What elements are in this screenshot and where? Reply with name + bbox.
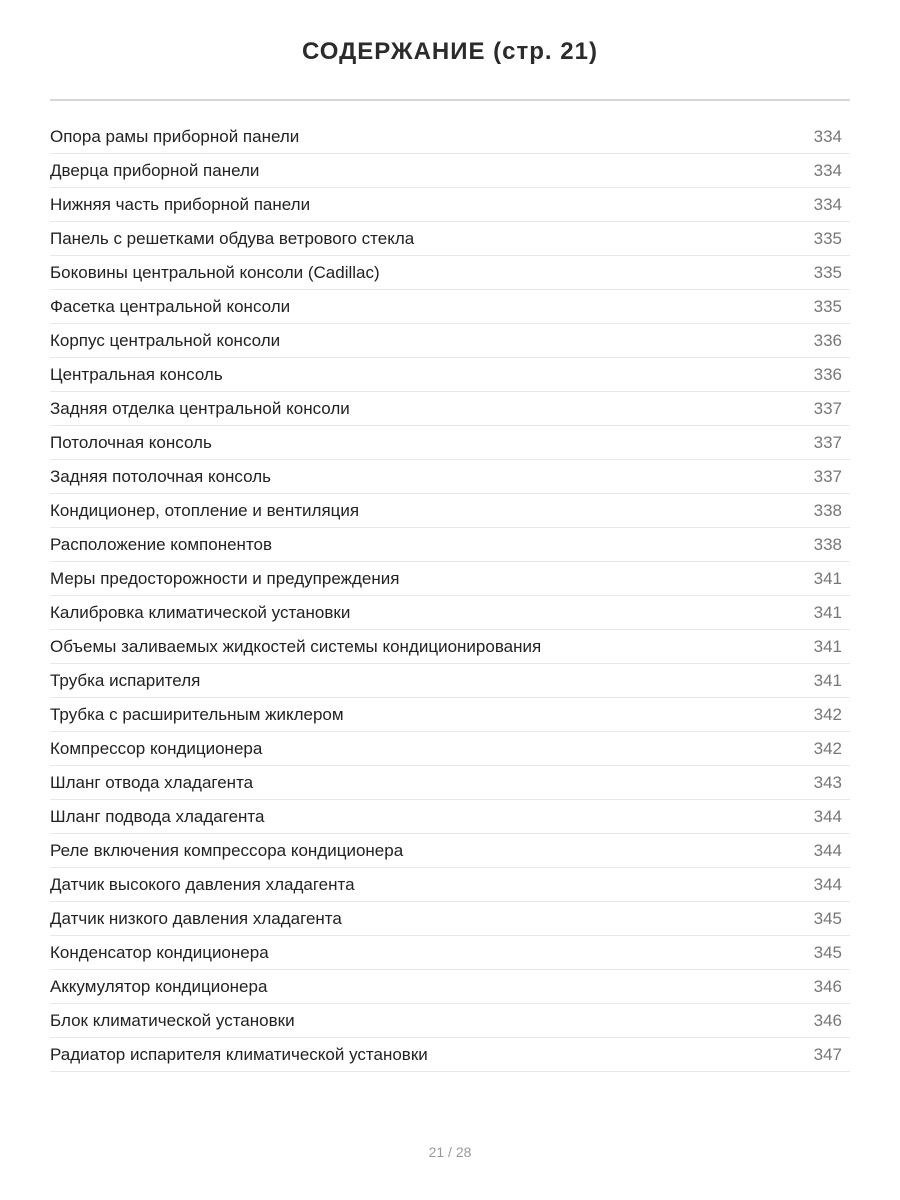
toc-entry-title: Корпус центральной консоли: [50, 330, 281, 350]
title-divider: [50, 99, 850, 101]
toc-entry-title: Реле включения компрессора кондиционера: [50, 840, 404, 860]
toc-entry[interactable]: [50, 256, 850, 290]
toc-entry-page: 335: [813, 262, 842, 282]
toc-entry[interactable]: [50, 970, 850, 1004]
toc-entry-page: 346: [813, 976, 842, 996]
toc-entry-title: Центральная консоль: [50, 364, 223, 384]
toc-entry-page: 338: [813, 534, 842, 554]
toc-entry-title: Шланг подвода хладагента: [50, 806, 265, 826]
toc-entry-title: Нижняя часть приборной панели: [50, 194, 311, 214]
toc-entry-page: 346: [813, 1010, 842, 1030]
toc-entry-page: 345: [813, 942, 842, 962]
toc-entry-title: Задняя отделка центральной консоли: [50, 398, 350, 418]
toc-entry-page: 336: [813, 364, 842, 384]
toc-entry-page: 337: [813, 466, 842, 486]
toc-entry-page: 344: [813, 874, 842, 894]
toc-entry[interactable]: [50, 528, 850, 562]
toc-entry-title: Датчик высокого давления хладагента: [50, 874, 355, 894]
toc-entry[interactable]: [50, 834, 850, 868]
page-number: 21 / 28: [428, 1144, 472, 1160]
toc-entry[interactable]: [50, 154, 850, 188]
toc-entry-title: Расположение компонентов: [50, 534, 273, 554]
toc-entry-page: 336: [813, 330, 842, 350]
toc-entry-title: Потолочная консоль: [50, 432, 212, 452]
toc-entry[interactable]: [50, 630, 850, 664]
toc-entry-page: 341: [813, 568, 842, 588]
toc-entry[interactable]: [50, 324, 850, 358]
toc-entry[interactable]: [50, 188, 850, 222]
toc-entry-title: Конденсатор кондиционера: [50, 942, 269, 962]
toc-entry-title: Панель с решетками обдува ветрового стекла: [50, 228, 415, 248]
toc-entry-title: Калибровка климатической установки: [50, 602, 351, 622]
toc-entry[interactable]: [50, 426, 850, 460]
toc-entry[interactable]: [50, 120, 850, 154]
toc-entry[interactable]: [50, 290, 850, 324]
toc-entry-page: 334: [813, 160, 842, 180]
toc-entry[interactable]: [50, 494, 850, 528]
toc-entry[interactable]: [50, 222, 850, 256]
toc-entry-title: Радиатор испарителя климатической установки: [50, 1044, 428, 1064]
toc-entry-page: 334: [813, 194, 842, 214]
toc-entry-page: 337: [813, 432, 842, 452]
toc-entry[interactable]: [50, 800, 850, 834]
toc-entry[interactable]: [50, 868, 850, 902]
toc-entry-title: Трубка с расширительным жиклером: [50, 704, 344, 724]
toc-entry[interactable]: [50, 664, 850, 698]
toc-entry-title: Блок климатической установки: [50, 1010, 295, 1030]
toc-entry[interactable]: [50, 1038, 850, 1072]
toc-entry-title: Задняя потолочная консоль: [50, 466, 271, 486]
toc-entry-title: Аккумулятор кондиционера: [50, 976, 268, 996]
toc-entry-title: Опора рамы приборной панели: [50, 126, 300, 146]
toc-entry-title: Компрессор кондиционера: [50, 738, 263, 758]
toc-entry-title: Трубка испарителя: [50, 670, 201, 690]
toc-list: [50, 120, 850, 1072]
toc-entry-title: Объемы заливаемых жидкостей системы кондиционирования: [50, 636, 542, 656]
toc-entry[interactable]: [50, 358, 850, 392]
toc-entry-page: 345: [813, 908, 842, 928]
toc-entry[interactable]: [50, 766, 850, 800]
toc-entry-page: 341: [813, 602, 842, 622]
toc-entry[interactable]: [50, 698, 850, 732]
toc-entry-page: 338: [813, 500, 842, 520]
toc-entry[interactable]: [50, 392, 850, 426]
toc-entry[interactable]: [50, 460, 850, 494]
toc-entry[interactable]: [50, 562, 850, 596]
toc-entry[interactable]: [50, 1004, 850, 1038]
toc-entry-page: 337: [813, 398, 842, 418]
toc-entry-page: 334: [813, 126, 842, 146]
toc-entry-title: Кондиционер, отопление и вентиляция: [50, 500, 360, 520]
toc-entry[interactable]: [50, 936, 850, 970]
toc-entry-page: 335: [813, 228, 842, 248]
toc-entry-page: 342: [813, 704, 842, 724]
toc-entry-page: 335: [813, 296, 842, 316]
toc-entry-page: 342: [813, 738, 842, 758]
page-title: СОДЕРЖАНИЕ (стр. 21): [302, 38, 598, 65]
toc-entry-title: Датчик низкого давления хладагента: [50, 908, 342, 928]
toc-entry-page: 344: [813, 806, 842, 826]
toc-entry[interactable]: [50, 596, 850, 630]
toc-entry-title: Шланг отвода хладагента: [50, 772, 254, 792]
toc-entry-page: 344: [813, 840, 842, 860]
toc-entry[interactable]: [50, 732, 850, 766]
toc-entry-page: 347: [813, 1044, 842, 1064]
toc-entry-title: Фасетка центральной консоли: [50, 296, 291, 316]
toc-entry-page: 341: [813, 636, 842, 656]
toc-entry-title: Боковины центральной консоли (Cadillac): [50, 262, 380, 282]
toc-entry-page: 341: [813, 670, 842, 690]
toc-entry-title: Меры предосторожности и предупреждения: [50, 568, 400, 588]
toc-entry[interactable]: [50, 902, 850, 936]
toc-entry-title: Дверца приборной панели: [50, 160, 260, 180]
toc-entry-page: 343: [813, 772, 842, 792]
